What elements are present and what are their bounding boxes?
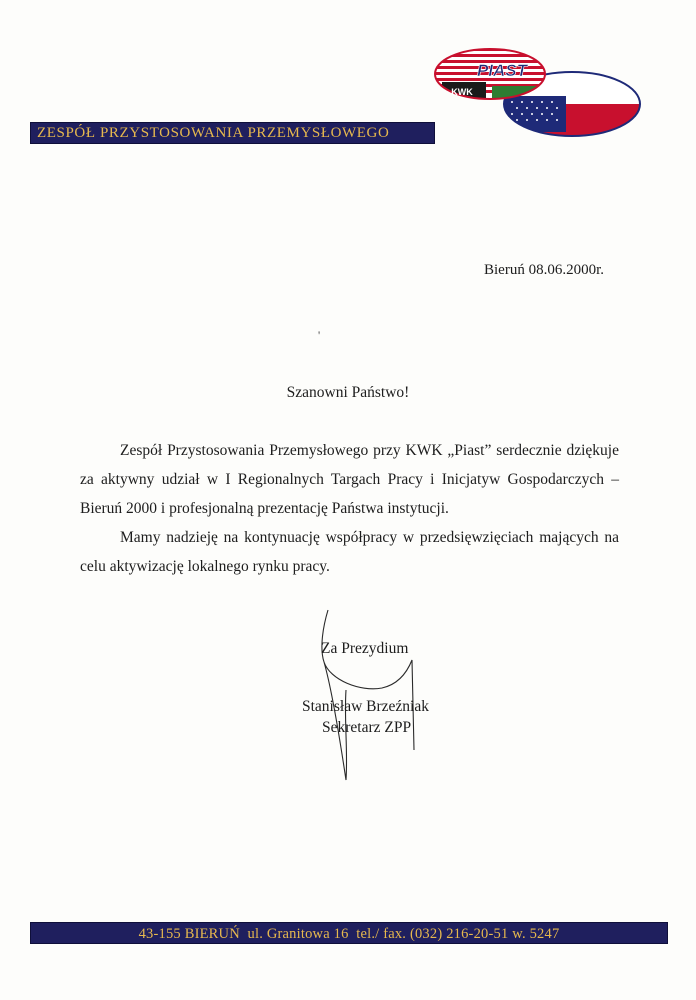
piast-logo: [432, 40, 642, 140]
letter-body: [80, 436, 619, 581]
footer-bar: [30, 922, 668, 944]
header-bar: [30, 122, 435, 144]
salutation: Szanowni Państwo!: [286, 384, 410, 401]
paragraph-1: Zespół Przystosowania Przemysłowego przy KWK „Piast” serdecznie dziękuje za aktywny udział w I Regionalnych Targach Pracy i Inicjatyw Gospodarczych – Bieruń 2000 i profesjonalną prezentację Państwa instytucji.: [80, 442, 619, 517]
signer-name: Stanisław Brzeźniak: [302, 698, 429, 715]
logo-text: PIAST: [476, 61, 528, 80]
closing-prefix: Za Prezydium: [321, 640, 409, 657]
scan-speck: ': [318, 328, 321, 342]
date-line: Bieruń 08.06.2000r.: [484, 262, 604, 278]
paragraph-2: Mamy nadzieję na kontynuację współpracy w przedsięwzięciach mających na celu aktywizację lokalnego rynku pracy.: [80, 529, 619, 575]
signer-title: Sekretarz ZPP: [322, 719, 412, 736]
footer-address: 43-155 BIERUŃ ul. Granitowa 16 tel./ fax. (032) 216-20-51 w. 5247: [138, 926, 560, 942]
logo-subtext: KWK: [451, 87, 473, 97]
organization-name: ZESPÓŁ PRZYSTOSOWANIA PRZEMYSŁOWEGO: [37, 125, 390, 141]
